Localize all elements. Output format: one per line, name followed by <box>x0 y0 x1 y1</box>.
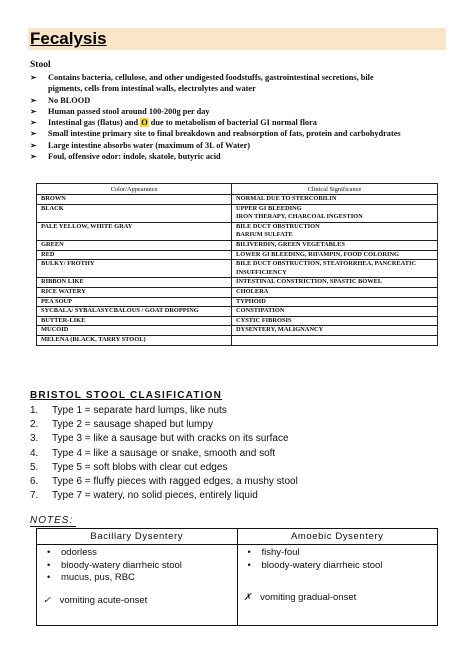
significance-line: INTESTINAL CONSTRICTION, SPASTIC BOWEL <box>236 278 383 286</box>
highlighted-text: O <box>141 118 148 128</box>
spacer <box>244 572 432 582</box>
significance-line: TYPHOID <box>236 297 266 305</box>
table-row <box>37 278 438 288</box>
list-item-text: pigments, cells from intestinal walls, electrolytes and water <box>48 84 256 94</box>
page-title: Fecalysis <box>30 29 107 48</box>
significance-line: BARIUM SULFATE <box>236 231 293 239</box>
color-cell: PALE YELLOW, WHITE GRAY <box>37 222 232 240</box>
table-header-row <box>37 529 438 545</box>
list-item-text: bloody-watery diarrheic stool <box>261 559 383 571</box>
significance-line <box>236 336 433 345</box>
significance-line: LOWER GI BLEEDING, RIFAMPIN, FOOD COLORING <box>236 250 400 258</box>
onset-line <box>43 595 231 607</box>
significance-line: CHOLERA <box>236 287 269 295</box>
significance-line: BILE DUCT OBSTRUCTION, STEATORRHEA, PANCREATIC <box>236 260 417 268</box>
list-number: 1. <box>30 405 39 416</box>
list-item-text: bloody-watery diarrheic stool <box>61 559 182 571</box>
list-item-text: Type 6 = fluffy pieces with ragged edges, a mushy stool <box>52 476 298 488</box>
list-item <box>30 432 298 446</box>
dysentery-comparison-table <box>36 528 438 626</box>
arrow-bullet-icon: ➢ <box>30 118 37 128</box>
list-item <box>30 475 298 489</box>
bullet-dot-icon: • <box>47 547 51 558</box>
list-item <box>43 572 231 585</box>
significance-line: UPPER GI BLEEDING <box>236 204 302 212</box>
significance-line: DYSENTERY, MALIGNANCY <box>236 326 324 334</box>
significance-cell <box>232 287 438 297</box>
color-cell: PEA SOUP <box>37 297 232 307</box>
list-number: 4. <box>30 447 39 459</box>
onset-text: vomiting acute-onset <box>59 594 148 606</box>
color-cell: BLACK <box>37 204 232 222</box>
arrow-bullet-icon: ➢ <box>30 73 37 82</box>
list-item <box>30 95 450 106</box>
arrow-bullet-icon: ➢ <box>30 152 37 162</box>
table-row <box>37 335 438 345</box>
color-cell: BROWN <box>37 195 232 205</box>
list-item <box>30 128 450 139</box>
list-item-text: odorless <box>61 547 97 558</box>
color-cell: BUTTER-LIKE <box>37 316 232 326</box>
significance-cell <box>232 250 438 260</box>
list-item-text: Type 2 = sausage shaped but lumpy <box>52 419 213 431</box>
notes-underline <box>30 526 76 527</box>
bristol-section-title: BRISTOL STOOL CLASIFICATION <box>30 390 223 401</box>
list-item-text: Large intestine absorbs water (maximum of 3L of Water) <box>48 140 251 150</box>
list-item <box>30 418 298 432</box>
list-item <box>244 560 432 573</box>
list-item-text: Foul, offensive odor: indole, skatole, butyric acid <box>48 152 221 162</box>
color-cell: SYCBALA/ SYBALASYCBALOUS / GOAT DROPPING <box>37 307 232 317</box>
significance-cell <box>232 278 438 288</box>
notes-label: NOTES: <box>30 515 74 526</box>
list-item-text: Small intestine primary site to final breakdown and reabsorption of fats, protein and carbohydrates <box>48 129 401 139</box>
column-header-bacillary: Bacillary Dysentery <box>37 529 238 545</box>
check-mark-icon: ✓ <box>43 594 51 606</box>
list-item-text: Human passed stool around 100-200g per day <box>48 106 210 116</box>
stool-facts-list <box>30 72 450 162</box>
bacillary-cell <box>37 545 238 626</box>
list-number: 7. <box>30 490 39 502</box>
color-cell: RED <box>37 250 232 260</box>
significance-cell <box>232 240 438 250</box>
table-row <box>37 326 438 336</box>
list-item-text: Type 5 = soft blobs with clear cut edges <box>52 461 228 473</box>
onset-text: vomiting gradual-onset <box>260 592 357 604</box>
amoebic-cell <box>237 545 438 626</box>
arrow-bullet-icon: ➢ <box>30 129 37 139</box>
list-item <box>30 83 450 94</box>
bullet-dot-icon: • <box>47 559 51 571</box>
bullet-dot-icon: • <box>47 572 51 584</box>
table-row <box>37 204 438 222</box>
significance-cell <box>232 260 438 278</box>
table-row <box>37 195 438 205</box>
significance-cell <box>232 326 438 336</box>
list-item-text: Type 7 = watery, no solid pieces, entirely liquid <box>52 490 258 502</box>
table-row <box>37 545 438 626</box>
significance-cell <box>232 195 438 205</box>
table-row <box>37 297 438 307</box>
column-header: Clinical Significance <box>232 184 438 195</box>
list-item <box>30 117 450 128</box>
list-item-text: Intestinal gas (flatus) and <box>48 118 141 128</box>
list-item-text: fishy-foul <box>261 547 300 558</box>
list-item <box>30 140 450 151</box>
list-item-text: due to metabolism of bacterial GI normal flora <box>148 118 317 128</box>
bristol-list <box>30 404 298 503</box>
column-header: Color/Appearance <box>37 184 232 195</box>
significance-cell <box>232 222 438 240</box>
list-number: 3. <box>30 433 39 445</box>
arrow-bullet-icon: ➢ <box>30 140 37 150</box>
significance-line: CONSTIPATION <box>236 307 285 315</box>
table-row <box>37 307 438 317</box>
significance-cell <box>232 335 438 345</box>
list-item <box>30 404 298 418</box>
significance-cell <box>232 316 438 326</box>
list-number: 6. <box>30 476 39 488</box>
significance-line: BILE DUCT OBSTRUCTION <box>236 222 320 230</box>
list-item <box>30 151 450 162</box>
list-number: 5. <box>30 461 39 473</box>
list-item <box>43 560 231 573</box>
list-item <box>43 547 231 560</box>
significance-cell <box>232 204 438 222</box>
table-row <box>37 240 438 250</box>
significance-cell <box>232 297 438 307</box>
table-row <box>37 260 438 278</box>
list-item-text: Contains bacteria, cellulose, and other undigested foodstuffs, gastrointestinal secretions, bile <box>48 73 374 82</box>
significance-line: INSUFFICIENCY <box>236 268 287 276</box>
list-item-text: Type 3 = like a sausage but with cracks on its surface <box>52 433 289 445</box>
list-item <box>30 106 450 117</box>
column-header-amoebic: Amoebic Dysentery <box>237 529 438 545</box>
significance-line: NORMAL DUE TO STERCOBILIN <box>236 195 337 202</box>
cross-mark-icon: ✗ <box>243 592 252 604</box>
section-label-stool: Stool <box>30 60 51 70</box>
color-cell: RICE WATERY <box>37 287 232 297</box>
list-number: 2. <box>30 419 39 431</box>
significance-line: CYSTIC FIBROSIS <box>236 316 292 324</box>
list-item <box>30 461 298 475</box>
table-row <box>37 316 438 326</box>
list-item-text: Type 1 = separate hard lumps, like nuts <box>52 405 227 416</box>
arrow-bullet-icon: ➢ <box>30 95 37 105</box>
list-item <box>30 72 450 83</box>
table-row <box>37 250 438 260</box>
significance-line: IRON THERAPY, CHARCOAL INGESTION <box>236 213 363 221</box>
arrow-bullet-icon: ➢ <box>30 106 37 116</box>
table-row <box>37 287 438 297</box>
bullet-dot-icon: • <box>247 547 251 558</box>
onset-line <box>244 592 432 604</box>
table-row <box>37 222 438 240</box>
list-item-text: Type 4 = like a sausage or snake, smooth and soft <box>52 447 276 459</box>
color-cell: BULKY/ FROTHY <box>37 260 232 278</box>
list-item <box>244 547 432 560</box>
significance-line: BILIVERDIN, GREEN VEGETABLES <box>236 240 345 248</box>
color-cell: MUCOID <box>37 326 232 336</box>
significance-cell <box>232 307 438 317</box>
color-cell: MELENA (BLACK, TARRY STOOL) <box>37 335 232 345</box>
list-item <box>30 489 298 503</box>
color-cell: RIBBON LIKE <box>37 278 232 288</box>
list-item-text: No BLOOD <box>48 95 91 105</box>
table-header-row <box>37 184 438 195</box>
color-significance-table <box>36 183 438 346</box>
list-item-text: mucus, pus, RBC <box>61 572 135 584</box>
list-item <box>30 447 298 461</box>
color-cell: GREEN <box>37 240 232 250</box>
bullet-dot-icon: • <box>247 559 251 571</box>
